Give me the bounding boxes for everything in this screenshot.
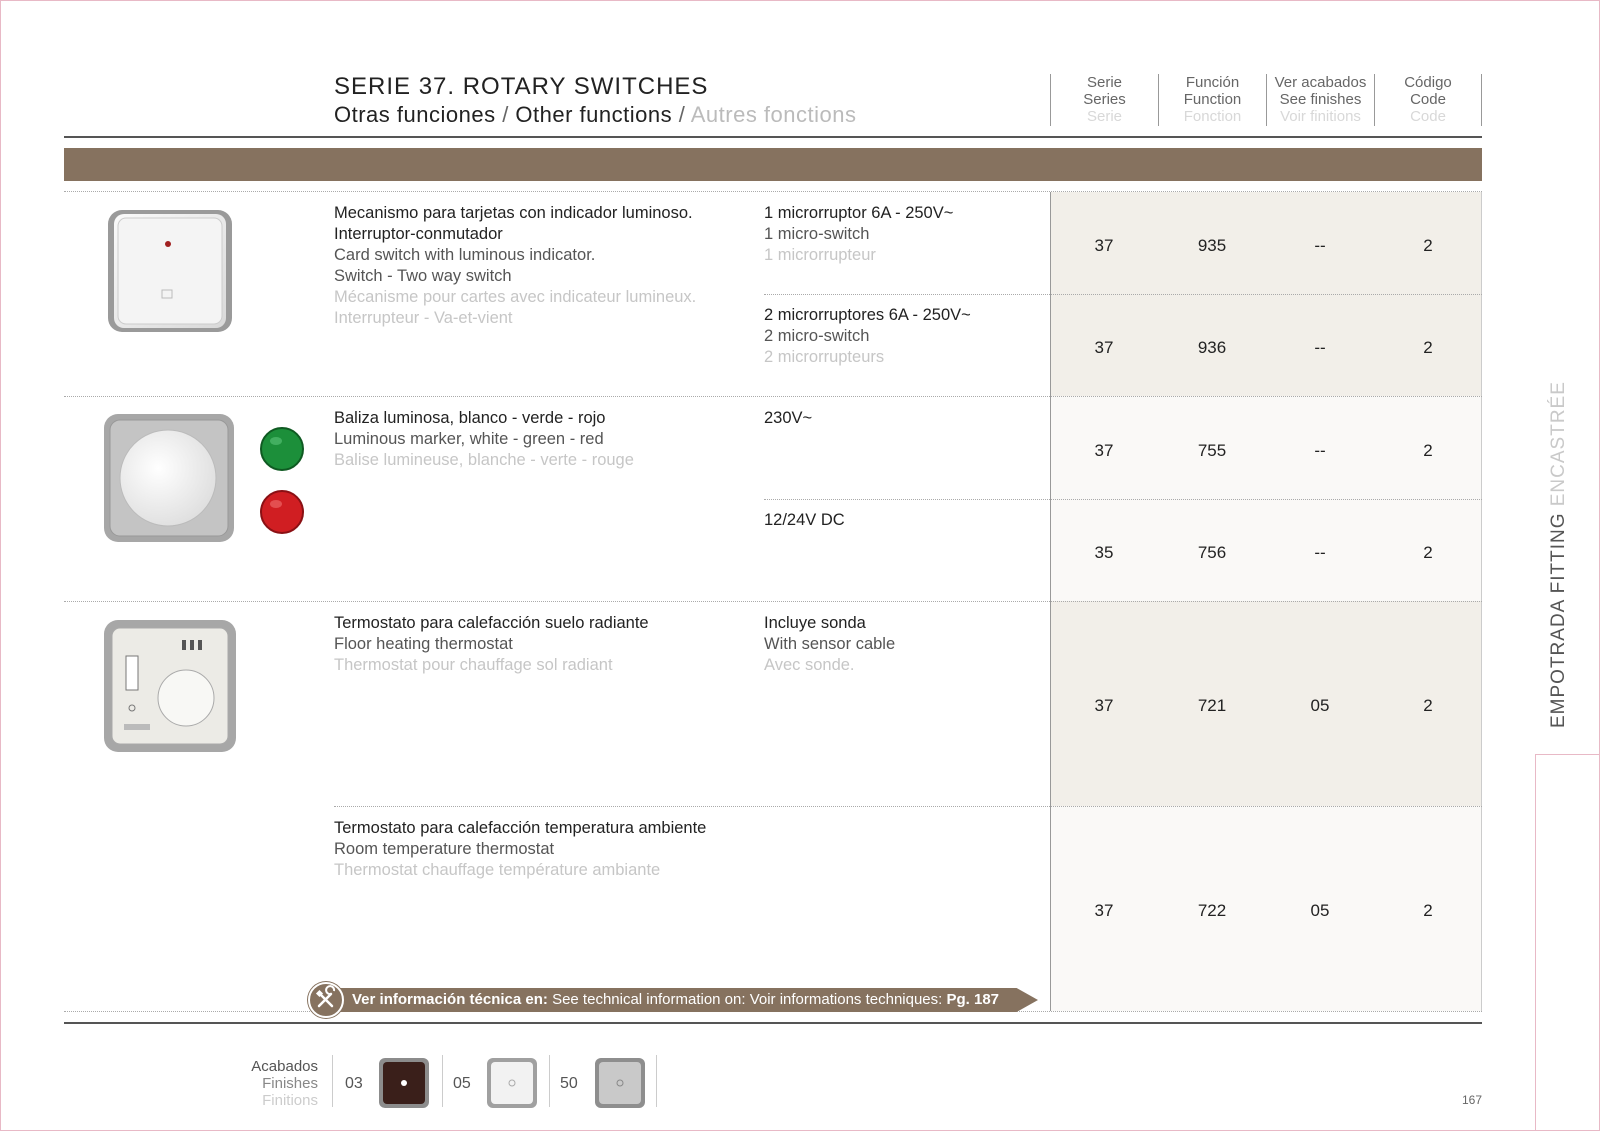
card-switch-image: [106, 206, 234, 336]
finishes-value: --: [1314, 338, 1326, 357]
spec-en: With sensor cable: [764, 635, 896, 653]
product-spec: [764, 305, 1034, 368]
finishes-value: --: [1314, 543, 1326, 562]
description-es: Interruptor-conmutador: [334, 225, 503, 243]
function-value: 722: [1197, 901, 1227, 920]
description-en: Switch - Two way switch: [334, 267, 512, 285]
code-value: 2: [1423, 543, 1433, 562]
section-bar: [64, 148, 1482, 181]
product-spec: [764, 408, 1034, 429]
column-header-serie: [1050, 74, 1158, 126]
finishes-value: --: [1314, 236, 1326, 255]
green-lens-icon: [259, 426, 305, 472]
column-header-es: Código: [1404, 74, 1452, 91]
spec-es: Incluye sonda: [764, 614, 866, 632]
function-value: 936: [1197, 338, 1227, 357]
serie-value: 37: [1094, 696, 1114, 715]
row-divider: [64, 396, 1482, 397]
column-header-es: Función: [1185, 74, 1240, 91]
description-en: Floor heating thermostat: [334, 635, 513, 653]
thermostat-image: [102, 618, 238, 754]
product-description: [334, 613, 744, 676]
code-value: 2: [1423, 696, 1433, 715]
column-header-fr: Serie: [1086, 108, 1123, 125]
finishes-value: --: [1314, 441, 1326, 460]
finish-swatch-silver: [594, 1057, 646, 1109]
spec-es: 2 microrruptores 6A - 250V~: [764, 306, 971, 324]
column-header-en: Code: [1410, 91, 1446, 108]
finishes-label: [228, 1058, 318, 1109]
technical-info-banner[interactable]: [308, 985, 1038, 1015]
function-value: 756: [1197, 543, 1227, 562]
side-tab-fr: ENCASTRÉE: [1548, 381, 1569, 513]
row-divider: [764, 294, 1482, 295]
description-es: Termostato para calefacción suelo radiante: [334, 614, 649, 632]
finishes-label-fr: Finitions: [262, 1092, 318, 1109]
code-value: 2: [1423, 901, 1433, 920]
description-es: Termostato para calefacción temperatura ambiente: [334, 819, 707, 837]
code-value: 2: [1423, 441, 1433, 460]
product-description: [334, 203, 744, 329]
side-tab-label: [1548, 381, 1570, 728]
code-value: 2: [1423, 236, 1433, 255]
product-description: [334, 818, 754, 881]
finishes-value: 05: [1310, 696, 1330, 715]
side-tab-es: EMPOTRADA: [1548, 599, 1569, 728]
spec-en: 1 micro-switch: [764, 225, 870, 243]
row-divider: [334, 806, 1482, 807]
tools-icon: [308, 982, 344, 1018]
product-spec: [764, 613, 1034, 676]
product-description: [334, 408, 744, 471]
technical-info-text: [352, 991, 999, 1008]
finishes-label-es: Acabados: [251, 1058, 318, 1075]
page-title: SERIE 37. ROTARY SWITCHES: [334, 73, 709, 100]
serie-value: 37: [1094, 236, 1114, 255]
page-subtitle: [334, 102, 856, 128]
finish-code: 03: [345, 1075, 363, 1092]
product-spec: [764, 203, 1034, 266]
subtitle-separator: /: [672, 102, 691, 127]
subtitle-es: Otras funciones: [334, 102, 496, 127]
spec-es: 230V~: [764, 409, 813, 427]
serie-value: 35: [1094, 543, 1114, 562]
page-number: 167: [1462, 1093, 1483, 1107]
side-tab-en: FITTING: [1548, 512, 1569, 600]
function-value: 721: [1197, 696, 1227, 715]
serie-value: 37: [1094, 338, 1114, 357]
description-fr: Balise lumineuse, blanche - verte - rouge: [334, 451, 634, 469]
footer-rule: [64, 1022, 1482, 1024]
description-en: Card switch with luminous indicator.: [334, 246, 596, 264]
description-fr: Mécanisme pour cartes avec indicateur lumineux.: [334, 288, 697, 306]
finish-swatch-brown: [378, 1057, 430, 1109]
technical-info-page-link[interactable]: Pg. 187: [946, 991, 1000, 1008]
side-tab-border: [1535, 754, 1600, 755]
technical-info-es: Ver información técnica en:: [352, 991, 548, 1008]
finishes-label-en: Finishes: [262, 1075, 318, 1092]
red-lens-icon: [259, 489, 305, 535]
finish-code: 05: [453, 1075, 471, 1092]
finish-divider: [656, 1055, 657, 1107]
column-header-es: Serie: [1086, 74, 1123, 91]
subtitle-fr: Autres fonctions: [690, 102, 857, 127]
column-header-finishes: [1266, 74, 1374, 126]
function-value: 755: [1197, 441, 1227, 460]
description-fr: Thermostat chauffage température ambiante: [334, 861, 661, 879]
function-value: 935: [1197, 236, 1227, 255]
column-header-fr: Voir finitions: [1280, 108, 1361, 125]
luminous-marker-image: [102, 412, 238, 544]
spec-en: 2 micro-switch: [764, 327, 870, 345]
spec-fr: 2 microrrupteurs: [764, 348, 885, 366]
column-header-code: [1374, 74, 1482, 126]
finish-divider: [442, 1055, 443, 1107]
header-rule: [64, 136, 1482, 138]
column-header-fr: Fonction: [1183, 108, 1242, 125]
spec-fr: 1 microrrupteur: [764, 246, 876, 264]
row-divider: [64, 191, 1482, 192]
description-en: Luminous marker, white - green - red: [334, 430, 604, 448]
spec-es: 12/24V DC: [764, 511, 845, 529]
column-header-fr: Code: [1410, 108, 1446, 125]
subtitle-separator: /: [495, 102, 516, 127]
serie-value: 37: [1094, 441, 1114, 460]
column-header-es: Ver acabados: [1274, 74, 1367, 91]
description-es: Baliza luminosa, blanco - verde - rojo: [334, 409, 606, 427]
row-divider: [764, 499, 1482, 500]
description-fr: Thermostat pour chauffage sol radiant: [334, 656, 613, 674]
subtitle-en: Other functions: [515, 102, 673, 127]
product-spec: [764, 510, 1034, 531]
technical-info-en: See technical information on:: [552, 991, 746, 1008]
finishes-value: 05: [1310, 901, 1330, 920]
finish-divider: [549, 1055, 550, 1107]
description-es: Mecanismo para tarjetas con indicador luminoso.: [334, 204, 693, 222]
finish-code: 50: [560, 1075, 578, 1092]
finish-divider: [332, 1055, 333, 1107]
column-header-function: [1158, 74, 1266, 126]
column-header-en: Function: [1183, 91, 1242, 108]
spec-fr: Avec sonde.: [764, 656, 855, 674]
description-en: Room temperature thermostat: [334, 840, 555, 858]
serie-value: 37: [1094, 901, 1114, 920]
side-tab-border: [1535, 754, 1536, 1131]
technical-info-fr: Voir informations techniques:: [749, 991, 943, 1008]
code-value: 2: [1423, 338, 1433, 357]
description-fr: Interrupteur - Va-et-vient: [334, 309, 513, 327]
row-divider: [64, 601, 1482, 602]
finish-swatch-white: [486, 1057, 538, 1109]
spec-es: 1 microrruptor 6A - 250V~: [764, 204, 954, 222]
column-header-en: Series: [1083, 91, 1126, 108]
column-header-en: See finishes: [1279, 91, 1362, 108]
